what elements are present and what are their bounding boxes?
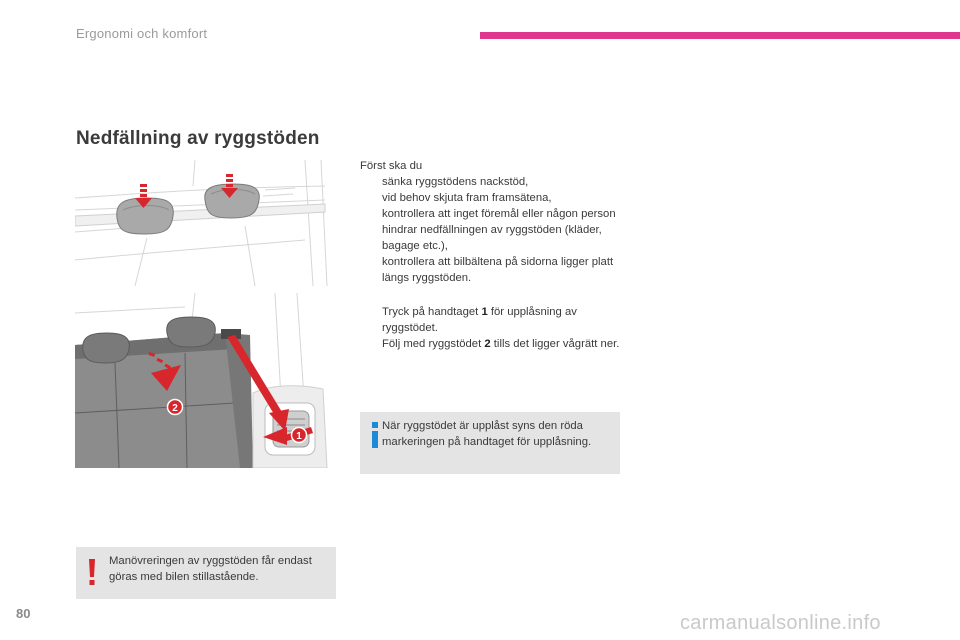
list-item: sänka ryggstödens nackstöd, [382, 176, 529, 188]
warning-note [76, 547, 336, 599]
info-note [360, 412, 620, 474]
warning-icon [87, 557, 97, 587]
backrest-fold-illustration [75, 293, 336, 468]
watermark: carmanualsonline.info [680, 612, 881, 634]
headrest-illustration [75, 160, 336, 286]
figure-label-2: 2 [172, 403, 178, 414]
section-header: Ergonomi och komfort [76, 26, 208, 41]
list-item: Följ med ryggstödet 2 tills det ligger vågrätt ner. [382, 338, 620, 350]
figure-label-1: 1 [296, 431, 302, 442]
warning-note-text: Manövreringen av ryggstöden får endast göras med bilen stillastående. [109, 555, 312, 583]
list-item: kontrollera att bilbältena på sidorna ligger platt längs ryggstöden. [382, 256, 614, 284]
page-number: 80 [16, 606, 31, 621]
info-icon [368, 420, 382, 450]
info-note-text: När ryggstödet är upplåst syns den röda markeringen på handtaget för upplåsning. [382, 420, 592, 448]
list-item: kontrollera att inget föremål eller någon person hindrar nedfällningen av ryggstöden (kläder, bagage etc.), [382, 208, 616, 252]
instructions [360, 158, 625, 352]
list-item: vid behov skjuta fram framsätena, [382, 192, 552, 204]
list-item: Tryck på handtaget 1 för upplåsning av ryggstödet. [382, 306, 577, 334]
intro-text: Först ska du [360, 160, 423, 172]
accent-bar [480, 32, 960, 39]
page-title: Nedfällning av ryggstöden [76, 128, 320, 149]
